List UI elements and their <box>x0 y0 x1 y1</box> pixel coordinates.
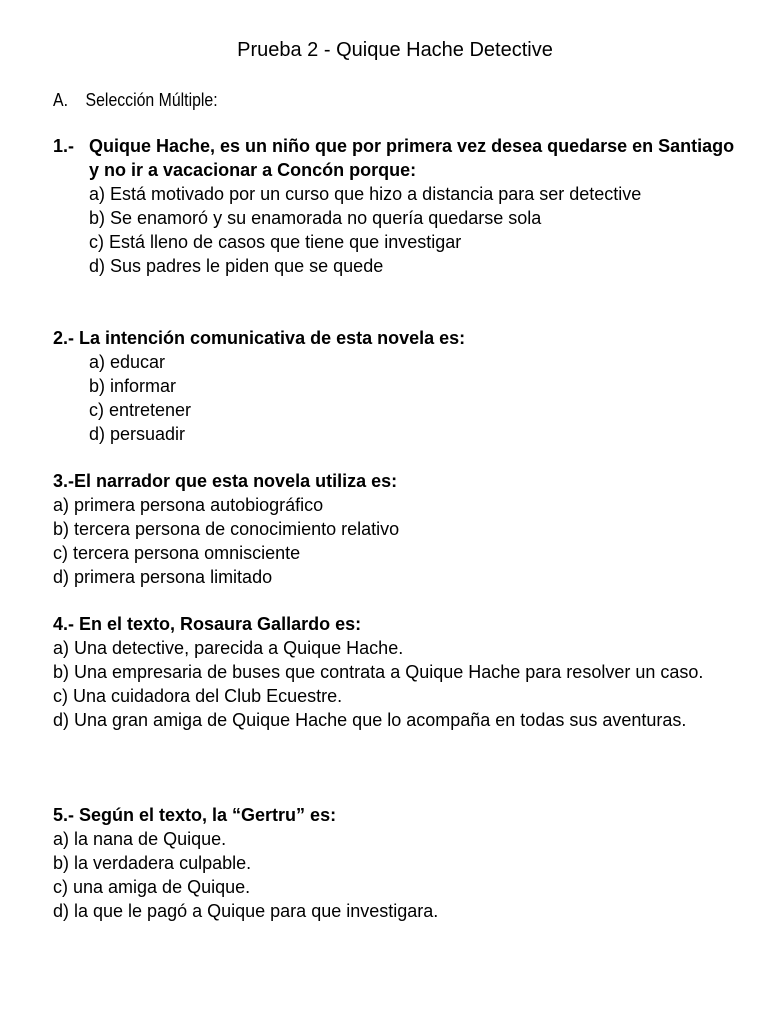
question-4-option-d: d) Una gran amiga de Quique Hache que lo acompaña en todas sus aventuras. <box>53 710 687 730</box>
question-4-option-a: a) Una detective, parecida a Quique Hache. <box>53 638 404 658</box>
question-3-option-c: c) tercera persona omnisciente <box>53 543 301 563</box>
question-3-text: 3.-El narrador que esta novela utiliza es: <box>53 471 398 491</box>
question-3-option-d: d) primera persona limitado <box>53 567 273 587</box>
question-3-option-a: a) primera persona autobiográfico <box>53 495 324 515</box>
question-1-option-c: c) Está lleno de casos que tiene que investigar <box>89 232 462 252</box>
question-2-option-b: b) informar <box>89 376 177 396</box>
question-2-text: La intención comunicativa de esta novela es: <box>79 328 466 348</box>
question-1-option-b: b) Se enamoró y su enamorada no quería quedarse sola <box>89 208 542 228</box>
question-1-number: 1.- <box>53 136 75 156</box>
question-2 <box>53 326 743 446</box>
question-4-option-b: b) Una empresaria de buses que contrata a Quique Hache para resolver un caso. <box>53 662 704 682</box>
question-4-option-c: c) Una cuidadora del Club Ecuestre. <box>53 686 343 706</box>
question-2-option-c: c) entretener <box>89 400 192 420</box>
question-5-option-d: d) la que le pagó a Quique para que investigara. <box>53 901 439 921</box>
question-5-option-a: a) la nana de Quique. <box>53 829 227 849</box>
question-1 <box>53 134 743 278</box>
question-1-option-d: d) Sus padres le piden que se quede <box>89 256 384 276</box>
question-5-option-c: c) una amiga de Quique. <box>53 877 251 897</box>
section-text: Selección Múltiple: <box>85 90 218 110</box>
question-4 <box>53 612 743 732</box>
question-2-stem <box>53 326 743 350</box>
question-5-text: 5.- Según el texto, la “Gertru” es: <box>53 805 337 825</box>
section-label: A. <box>53 90 68 110</box>
question-2-option-d: d) persuadir <box>89 424 186 444</box>
question-4-text: 4.- En el texto, Rosaura Gallardo es: <box>53 614 362 634</box>
question-5-option-b: b) la verdadera culpable. <box>53 853 252 873</box>
question-2-option-a: a) educar <box>89 352 166 372</box>
question-3 <box>53 469 743 589</box>
question-2-number: 2.- <box>53 328 75 348</box>
question-5 <box>53 803 743 923</box>
question-1-stem <box>53 134 743 182</box>
document-title: Prueba 2 - Quique Hache Detective <box>237 39 553 61</box>
question-1-option-a: a) Está motivado por un curso que hizo a distancia para ser detective <box>89 184 642 204</box>
section-heading <box>53 88 218 112</box>
question-3-option-b: b) tercera persona de conocimiento relativo <box>53 519 400 539</box>
question-1-text: Quique Hache, es un niño que por primera vez desea quedarse en Santiago y no ir a vacacionar a Concón porque: <box>89 136 735 180</box>
